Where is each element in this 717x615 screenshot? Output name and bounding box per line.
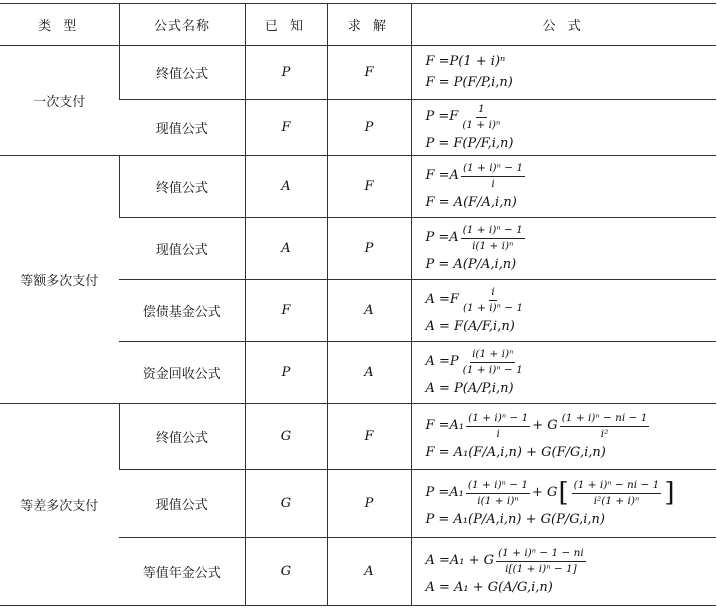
formula-line-1 xyxy=(426,412,717,439)
formula-line-2: P = F(P/F,i,n) xyxy=(425,135,514,151)
solve-value: F xyxy=(327,404,411,470)
denominator: (1 + i)ⁿ xyxy=(462,118,501,131)
formula-plus: + G xyxy=(532,484,558,500)
right-bracket-glyph: ] xyxy=(664,478,675,509)
fraction xyxy=(466,412,530,439)
header-formula-name: 公式名称 xyxy=(119,4,245,46)
known-value: F xyxy=(245,280,327,342)
fraction xyxy=(461,286,525,313)
formula-name: 等值年金公式 xyxy=(119,538,245,606)
fraction xyxy=(461,162,525,189)
formula-line-2: F = A(F/A,i,n) xyxy=(425,194,517,210)
fraction xyxy=(461,224,525,251)
formula-lhs: P = xyxy=(425,108,450,124)
numerator: (1 + i)ⁿ − ni − 1 xyxy=(572,479,662,493)
formula-lhs: F = xyxy=(425,53,450,69)
formula-line-1 xyxy=(426,224,717,251)
solve-value: P xyxy=(327,100,411,156)
formula-name: 终值公式 xyxy=(119,404,245,470)
solve-value: A xyxy=(327,342,411,404)
table-row xyxy=(0,46,716,100)
formula-lhs: F = xyxy=(425,167,450,183)
fraction xyxy=(466,479,530,506)
formula-coef: P xyxy=(449,353,459,369)
known-value: A xyxy=(245,218,327,280)
known-value: G xyxy=(245,470,327,538)
formula-name: 终值公式 xyxy=(119,156,245,218)
numerator: (1 + i)ⁿ − 1 xyxy=(466,412,530,426)
denominator: i[(1 + i)ⁿ − 1] xyxy=(505,562,577,575)
header-category: 类 型 xyxy=(0,4,119,46)
formula-name: 终值公式 xyxy=(119,46,245,100)
formula-line-1 xyxy=(426,55,717,70)
formula-cell xyxy=(411,342,716,404)
formula-coef: A₁ + G xyxy=(449,552,495,568)
numerator: i xyxy=(489,286,496,300)
formula-name: 现值公式 xyxy=(119,218,245,280)
numerator: (1 + i)ⁿ − 1 − ni xyxy=(496,547,586,561)
formula-plus: + G xyxy=(532,417,558,433)
interest-formula-table xyxy=(0,3,716,606)
fraction xyxy=(460,103,502,130)
formula-line-1 xyxy=(426,162,717,189)
solve-value: P xyxy=(327,218,411,280)
formula-lhs: A = xyxy=(425,552,450,568)
denominator: (1 + i)ⁿ − 1 xyxy=(462,363,523,376)
formula-name: 偿债基金公式 xyxy=(119,280,245,342)
table-header-row xyxy=(0,4,716,46)
formula-line-2: F = A₁(F/A,i,n) + G(F/G,i,n) xyxy=(425,444,606,460)
known-value: P xyxy=(245,342,327,404)
fraction xyxy=(496,547,586,574)
formula-line-2: F = P(F/P,i,n) xyxy=(425,74,513,90)
solve-value: F xyxy=(327,46,411,100)
formula-line-1 xyxy=(426,547,717,574)
formula-line-1 xyxy=(426,286,717,313)
category-single-payment: 一次支付 xyxy=(0,46,119,156)
formula-lhs: P = xyxy=(425,484,450,500)
table-row xyxy=(0,156,716,218)
fraction xyxy=(572,479,662,506)
formula-line-1 xyxy=(426,103,717,130)
formula-coef: A₁ xyxy=(449,484,464,500)
header-known: 已 知 xyxy=(245,4,327,46)
formula-cell xyxy=(411,404,716,470)
formula-lhs: F = xyxy=(425,417,450,433)
denominator: i² xyxy=(600,427,609,440)
formula-cell xyxy=(411,100,716,156)
header-solve: 求 解 xyxy=(327,4,411,46)
formula-expr: P(1 + i)ⁿ xyxy=(449,53,506,69)
numerator: (1 + i)ⁿ − 1 xyxy=(461,224,525,238)
formula-cell xyxy=(411,156,716,218)
formula-name: 资金回收公式 xyxy=(119,342,245,404)
formula-lhs: A = xyxy=(425,291,450,307)
known-value: G xyxy=(245,538,327,606)
numerator: 1 xyxy=(476,103,487,117)
numerator: (1 + i)ⁿ − ni − 1 xyxy=(560,412,650,426)
formula-lhs: P = xyxy=(425,229,450,245)
formula-line-2: P = A(P/A,i,n) xyxy=(425,256,517,272)
category-uniform-series: 等额多次支付 xyxy=(0,156,119,404)
denominator: (1 + i)ⁿ − 1 xyxy=(462,301,524,314)
denominator: i(1 + i)ⁿ xyxy=(472,239,514,252)
formula-cell xyxy=(411,46,716,100)
formula-coef: A xyxy=(449,229,459,245)
formula-cell xyxy=(411,280,716,342)
formula-line-1 xyxy=(426,348,717,375)
formula-line-2: A = A₁ + G(A/G,i,n) xyxy=(425,579,553,595)
formula-coef: F xyxy=(449,291,459,307)
numerator: (1 + i)ⁿ − 1 xyxy=(466,479,530,493)
known-value: A xyxy=(245,156,327,218)
formula-name: 现值公式 xyxy=(119,100,245,156)
denominator: i²(1 + i)ⁿ xyxy=(593,494,640,507)
category-gradient-series: 等差多次支付 xyxy=(0,404,119,606)
header-formula: 公 式 xyxy=(411,4,716,46)
formula-lhs: A = xyxy=(425,353,450,369)
formula-cell xyxy=(411,218,716,280)
denominator: i(1 + i)ⁿ xyxy=(477,494,519,507)
fraction xyxy=(560,412,650,439)
denominator: i xyxy=(496,427,500,440)
known-value: F xyxy=(245,100,327,156)
formula-line-1 xyxy=(425,478,717,509)
formula-cell xyxy=(411,538,716,606)
formula-coef: A₁ xyxy=(449,417,465,433)
formula-coef: F xyxy=(449,108,459,124)
fraction xyxy=(461,348,525,375)
formula-line-2: A = F(A/F,i,n) xyxy=(425,318,515,334)
denominator: i xyxy=(491,177,495,190)
solve-value: F xyxy=(327,156,411,218)
solve-value: A xyxy=(327,538,411,606)
formula-line-2: P = A₁(P/A,i,n) + G(P/G,i,n) xyxy=(425,511,605,527)
solve-value: P xyxy=(327,470,411,538)
left-bracket-glyph: [ xyxy=(558,478,569,509)
formula-coef: A xyxy=(449,167,459,183)
numerator: (1 + i)ⁿ − 1 xyxy=(461,162,525,176)
numerator: i(1 + i)ⁿ xyxy=(470,348,515,362)
formula-name: 现值公式 xyxy=(119,470,245,538)
table-row xyxy=(0,404,716,470)
known-value: P xyxy=(245,46,327,100)
formula-line-2: A = P(A/P,i,n) xyxy=(425,380,514,396)
solve-value: A xyxy=(327,280,411,342)
known-value: G xyxy=(245,404,327,470)
formula-cell xyxy=(411,470,716,538)
